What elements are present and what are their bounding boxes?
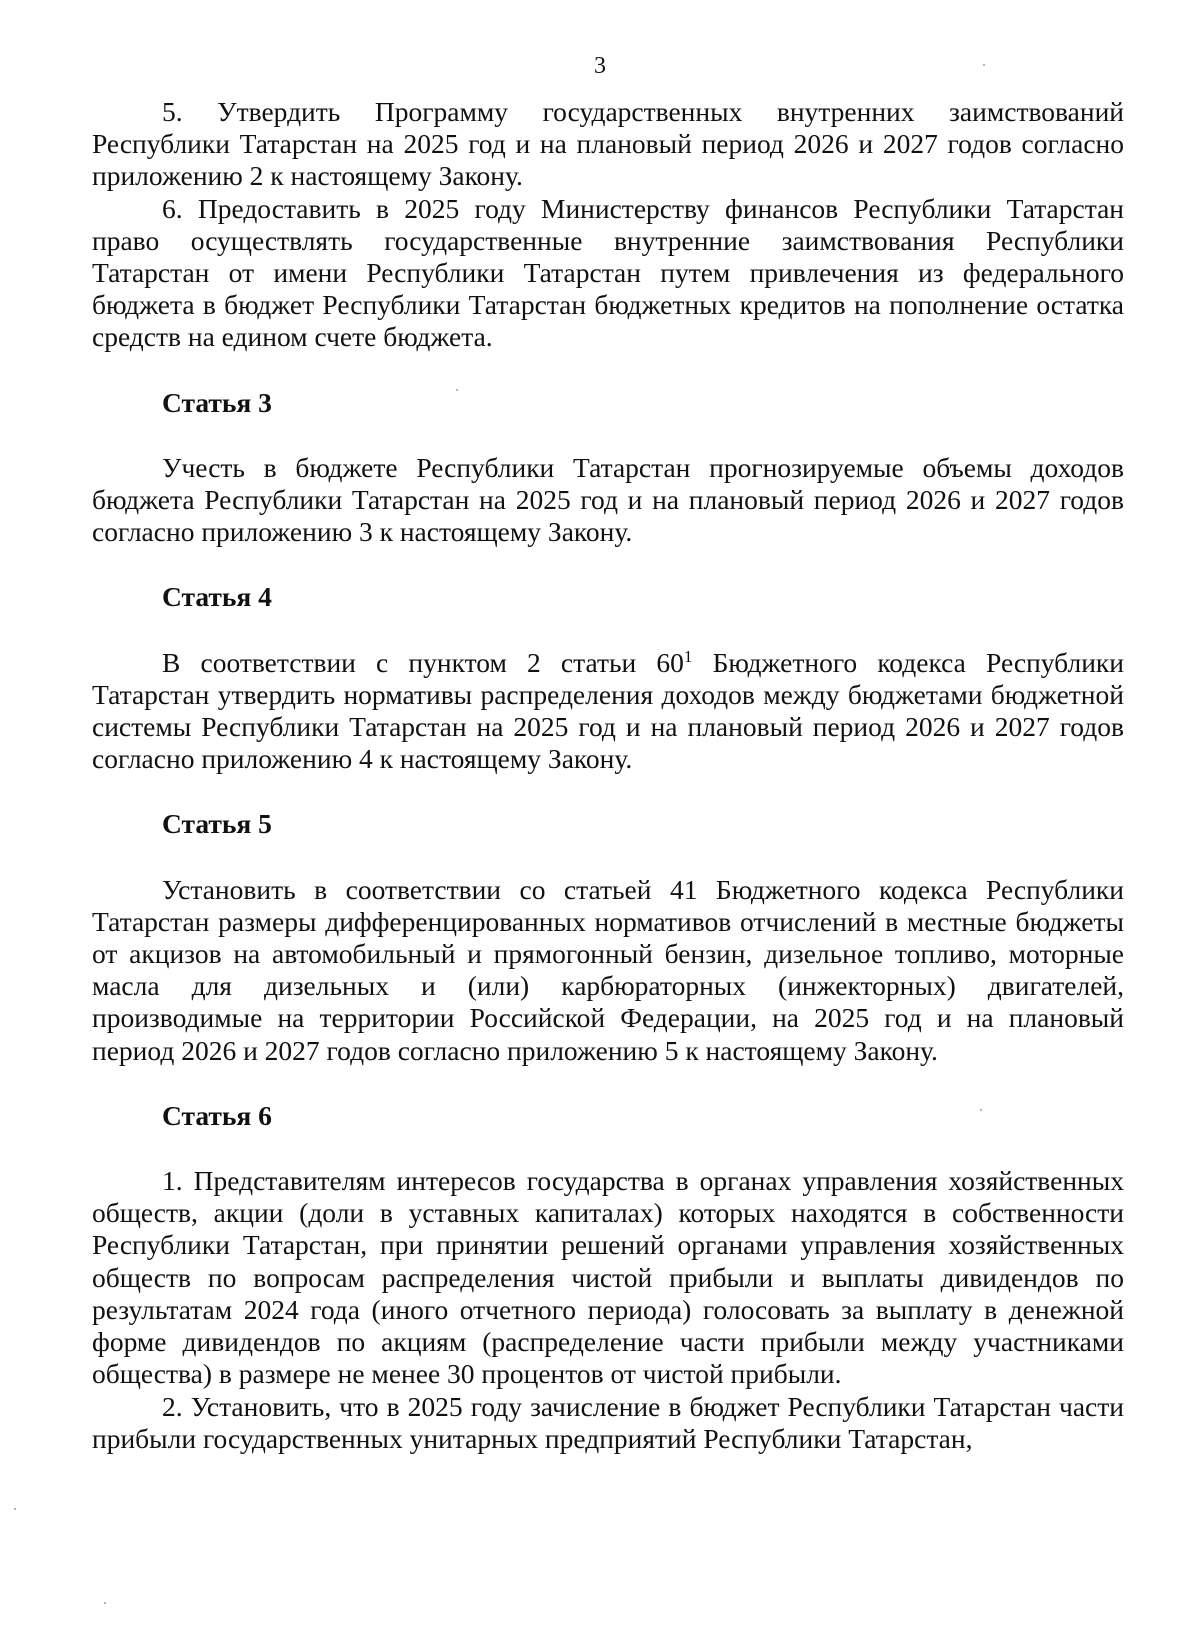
scan-speck (14, 1508, 16, 1510)
spacer (92, 1067, 1124, 1100)
article-6-paragraph-1: 1. Представителям интересов государства в органах управления хозяйственных обществ, акции (доли в уставных капиталах) которых находятся в собственности Республики Татарстан, при принятии решений органами управления хозяйственных обществ по вопросам распределения чистой прибыли и выплаты дивидендов по результатам 2024 года (иного отчетного периода) голосовать за выплату в денежной форме дивидендов по акциям (распределение части прибыли между участниками общества) в размере не менее 30 процентов от чистой прибыли. (92, 1165, 1124, 1390)
article-4-heading: Статья 4 (162, 581, 272, 613)
article-4-text (92, 647, 1124, 776)
scan-speck (104, 1602, 106, 1604)
article-5-text: Установить в соответствии со статьей 41 Бюджетного кодекса Республики Татарстан размеры дифференцированных нормативов отчислений в местные бюджеты от акцизов на автомобильный и прямогонный бензин, дизельное топливо, моторные масла для дизельных и (или) карбюраторных (инжекторных) двигателей, производимые на территории Российской Федерации, на 2025 год и на плановый период 2026 и 2027 годов согласно приложению 5 к настоящему Закону. (92, 873, 1124, 1066)
article-3-heading: Статья 3 (162, 386, 272, 418)
document-body (92, 96, 1124, 1455)
article-4-text-start: В соответствии с пунктом 2 статьи 60 (162, 646, 684, 678)
scan-speck (980, 1109, 982, 1111)
spacer (92, 354, 1124, 387)
article-superscript: 1 (683, 646, 693, 666)
article-4-text-end: Бюджетного кодекса Республики Татарстан утвердить нормативы распределения доходов между бюджетами бюджетной системы Республики Татарстан на 2025 год и на плановый период 2026 и 2027 годов согласно приложению 4 к настоящему Закону. (92, 646, 1124, 775)
scan-speck (456, 389, 458, 391)
spacer (92, 548, 1124, 581)
paragraph-item-6: 6. Предоставить в 2025 году Министерству финансов Республики Татарстан право осуществлять государственные внутренние заимствования Республики Татарстан от имени Республики Татарстан путем привлечения из федерального бюджета в бюджет Республики Татарстан бюджетных кредитов на пополнение остатка средств на едином счете бюджета. (92, 192, 1124, 353)
spacer (92, 419, 1124, 452)
article-6-paragraph-2: 2. Установить, что в 2025 году зачисление в бюджет Республики Татарстан части прибыли государственных унитарных предприятий Республики Татарстан, (92, 1390, 1124, 1454)
spacer (92, 775, 1124, 808)
paragraph-item-5: 5. Утвердить Программу государственных внутренних заимствований Республики Татарстан на 2025 год и на плановый период 2026 и 2027 годов согласно приложению 2 к настоящему Закону. (92, 96, 1124, 192)
page-number: 3 (594, 53, 606, 79)
spacer (92, 1132, 1124, 1165)
spacer (92, 841, 1124, 874)
article-6-heading: Статья 6 (162, 1099, 272, 1131)
article-3-text: Учесть в бюджете Республики Татарстан прогнозируемые объемы доходов бюджета Республики Татарстан на 2025 год и на плановый период 2026 и 2027 годов согласно приложению 3 к настоящему Закону. (92, 451, 1124, 548)
scan-speck (983, 64, 985, 66)
article-5-heading: Статья 5 (162, 808, 272, 840)
spacer (92, 614, 1124, 647)
